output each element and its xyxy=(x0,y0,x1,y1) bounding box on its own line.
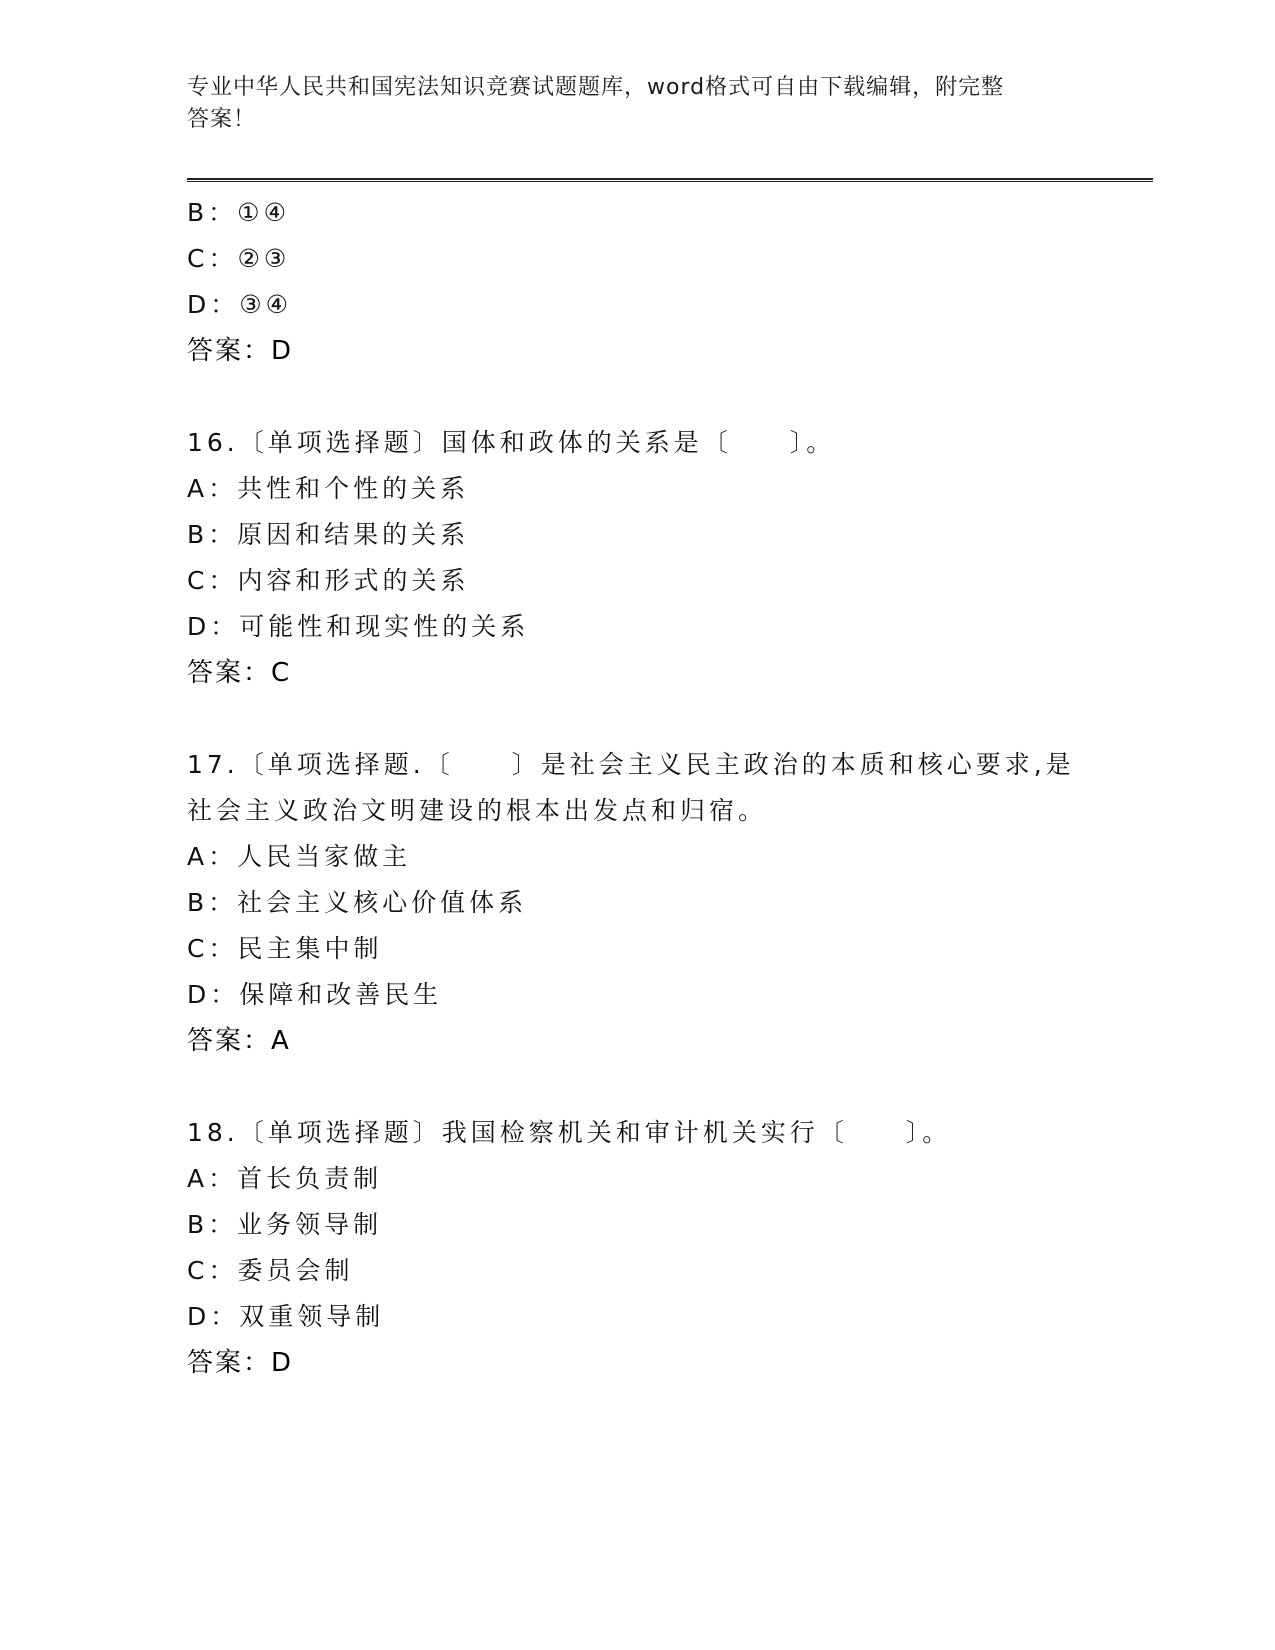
option-a: A：人民当家做主 xyxy=(187,842,412,871)
question-stem: 18.〔单项选择题〕我国检察机关和审计机关实行〔 〕。 xyxy=(187,1118,952,1147)
option-c: C：内容和形式的关系 xyxy=(187,566,470,595)
option-c: C：委员会制 xyxy=(187,1256,354,1285)
answer-line: 答案：D xyxy=(187,1348,294,1378)
option-b: B：社会主义核心价值体系 xyxy=(187,888,528,917)
option-a: A：共性和个性的关系 xyxy=(187,474,470,503)
spacer xyxy=(187,374,1087,420)
option-d: D：可能性和现实性的关系 xyxy=(187,612,530,641)
spacer xyxy=(187,696,1087,742)
option-c: C：民主集中制 xyxy=(187,934,383,963)
option-b: B：原因和结果的关系 xyxy=(187,520,470,549)
document-body xyxy=(187,190,1087,1386)
question-stem: 17.〔单项选择题.〔 〕是社会主义民主政治的本质和核心要求,是 xyxy=(187,750,1075,779)
option-d: D：保障和改善民生 xyxy=(187,980,443,1009)
spacer xyxy=(187,1064,1087,1110)
question-stem-continued: 社会主义政治文明建设的根本出发点和归宿。 xyxy=(187,796,768,825)
header-line-2: 答案！ xyxy=(187,107,257,132)
question-stem: 16.〔单项选择题〕国体和政体的关系是〔 〕。 xyxy=(187,428,836,457)
question-17 xyxy=(187,742,1087,1064)
answer-line: 答案：A xyxy=(187,1026,291,1056)
option-d: D：双重领导制 xyxy=(187,1302,385,1331)
header-divider xyxy=(187,178,1153,182)
continued-question xyxy=(187,190,1087,374)
answer-line: 答案：C xyxy=(187,658,292,688)
option-c: C：②③ xyxy=(187,244,291,273)
header-line-1: 专业中华人民共和国宪法知识竞赛试题题库，word格式可自由下载编辑，附完整 xyxy=(187,75,1005,100)
question-18 xyxy=(187,1110,1087,1386)
option-b: B：①④ xyxy=(187,198,290,227)
answer-line: 答案：D xyxy=(187,336,294,366)
option-a: A：首长负责制 xyxy=(187,1164,383,1193)
option-d: D：③④ xyxy=(187,290,293,319)
page-header xyxy=(187,72,1087,136)
option-b: B：业务领导制 xyxy=(187,1210,383,1239)
question-16 xyxy=(187,420,1087,696)
